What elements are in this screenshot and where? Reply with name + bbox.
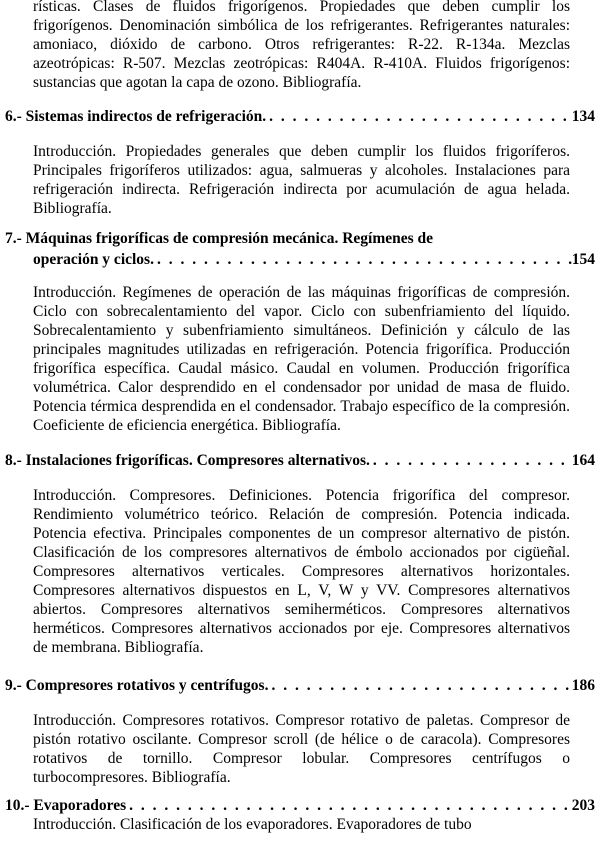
entry-8-title: 8.- Instalaciones frigoríficas. Compresores alternativos. [5, 452, 370, 469]
entry-5-description: rísticas. Clases de fluidos frigorígenos. Propiedades que deben cumplir los frigorígenos. Denominación simbólica de los refrigerantes. Refrigerantes naturales: amoniaco, dióxido de carbono. Otros refrigerantes: R-22. R-134a. Mezclas azeotrópicas: R-507. Mezclas zeotrópicas: R404A. R-410A. Fluidos frigorígenos: sustancias que agotan la capa de ozono. Bibliografía. [33, 0, 570, 91]
entry-10-heading [5, 795, 595, 816]
entry-10-description: Introducción. Clasificación de los evaporadores. Evaporadores de tubo [33, 816, 472, 833]
entry-10-title: 10.- Evaporadores [5, 797, 127, 814]
entry-9-heading [5, 675, 595, 696]
entry-6-heading [5, 106, 595, 127]
entry-6-title: 6.- Sistemas indirectos de refrigeración. [5, 108, 267, 125]
entry-9-page-number: 186 [571, 677, 595, 694]
entry-10-page-number: 203 [571, 797, 595, 814]
entry-6-description: Introducción. Propiedades generales que deben cumplir los fluidos frigoríferos. Principales frigoríferos utilizados: agua, salmueras y alcoholes. Instalaciones para refrigeración indirecta. Refrigeración indirecta por acumulación de agua helada. Bibliografía. [33, 143, 570, 217]
entry-6-page-number: 134 [571, 108, 595, 125]
dot-leader [268, 675, 571, 696]
entry-8-heading [5, 450, 595, 471]
entry-8-page-number: 164 [571, 452, 595, 469]
entry-7-title-line-2: operación y ciclos. [33, 251, 154, 268]
dot-leader [154, 249, 572, 270]
entry-7-page-number: 154 [571, 251, 595, 268]
entry-9-description: Introducción. Compresores rotativos. Compresor rotativo de paletas. Compresor de pistón rotativo oscilante. Compresor scroll (de hélice o de caracola). Compresores rotativos de tornillo. Compresor lobular. Compresores centrífugos o turbocompresores. Bibliografía. [33, 712, 570, 786]
entry-7-heading [5, 228, 595, 270]
entry-9-title: 9.- Compresores rotativos y centrífugos. [5, 677, 269, 694]
entry-7-description: Introducción. Regímenes de operación de las máquinas frigoríficas de compresión. Ciclo con sobrecalentamiento del vapor. Ciclo con subenfriamiento del líquido. Sobrecalentamiento y subenfriamiento simultáneos. Definición y cálculo de las principales magnitudes utilizadas en refrigeración. Potencia frigorífica. Producción frigorífica específica. Caudal másico. Caudal en volumen. Producción frigorífica volumétrica. Calor desprendido en el condensador por unidad de masa de fluido. Potencia térmica desprendida en el condensador. Trabajo específico de la compresión. Coeficiente de eficiencia energética. Bibliografía. [33, 284, 570, 434]
dot-leader [266, 106, 572, 127]
entry-7-title-line-1: 7.- Máquinas frigoríficas de compresión mecánica. Regímenes de [5, 230, 434, 247]
entry-8-description: Introducción. Compresores. Definiciones. Potencia frigorífica del compresor. Rendimiento volumétrico teórico. Relación de compresión. Potencia indicada. Potencia efectiva. Principales componentes de un compresor alternativo de pistón. Clasificación de los compresores alternativos de émbolo accionados por cigüeñal. Compresores alternativos verticales. Compresores alternativos horizontales. Compresores alternativos dispuestos en L, V, W y VV. Compresores alternativos abiertos. Compresores alternativos semiherméticos. Compresores alternativos herméticos. Compresores alternativos accionados por eje. Compresores alternativos de membrana. Bibliografía. [33, 487, 570, 656]
dot-leader [370, 450, 572, 471]
dot-leader [126, 795, 572, 816]
